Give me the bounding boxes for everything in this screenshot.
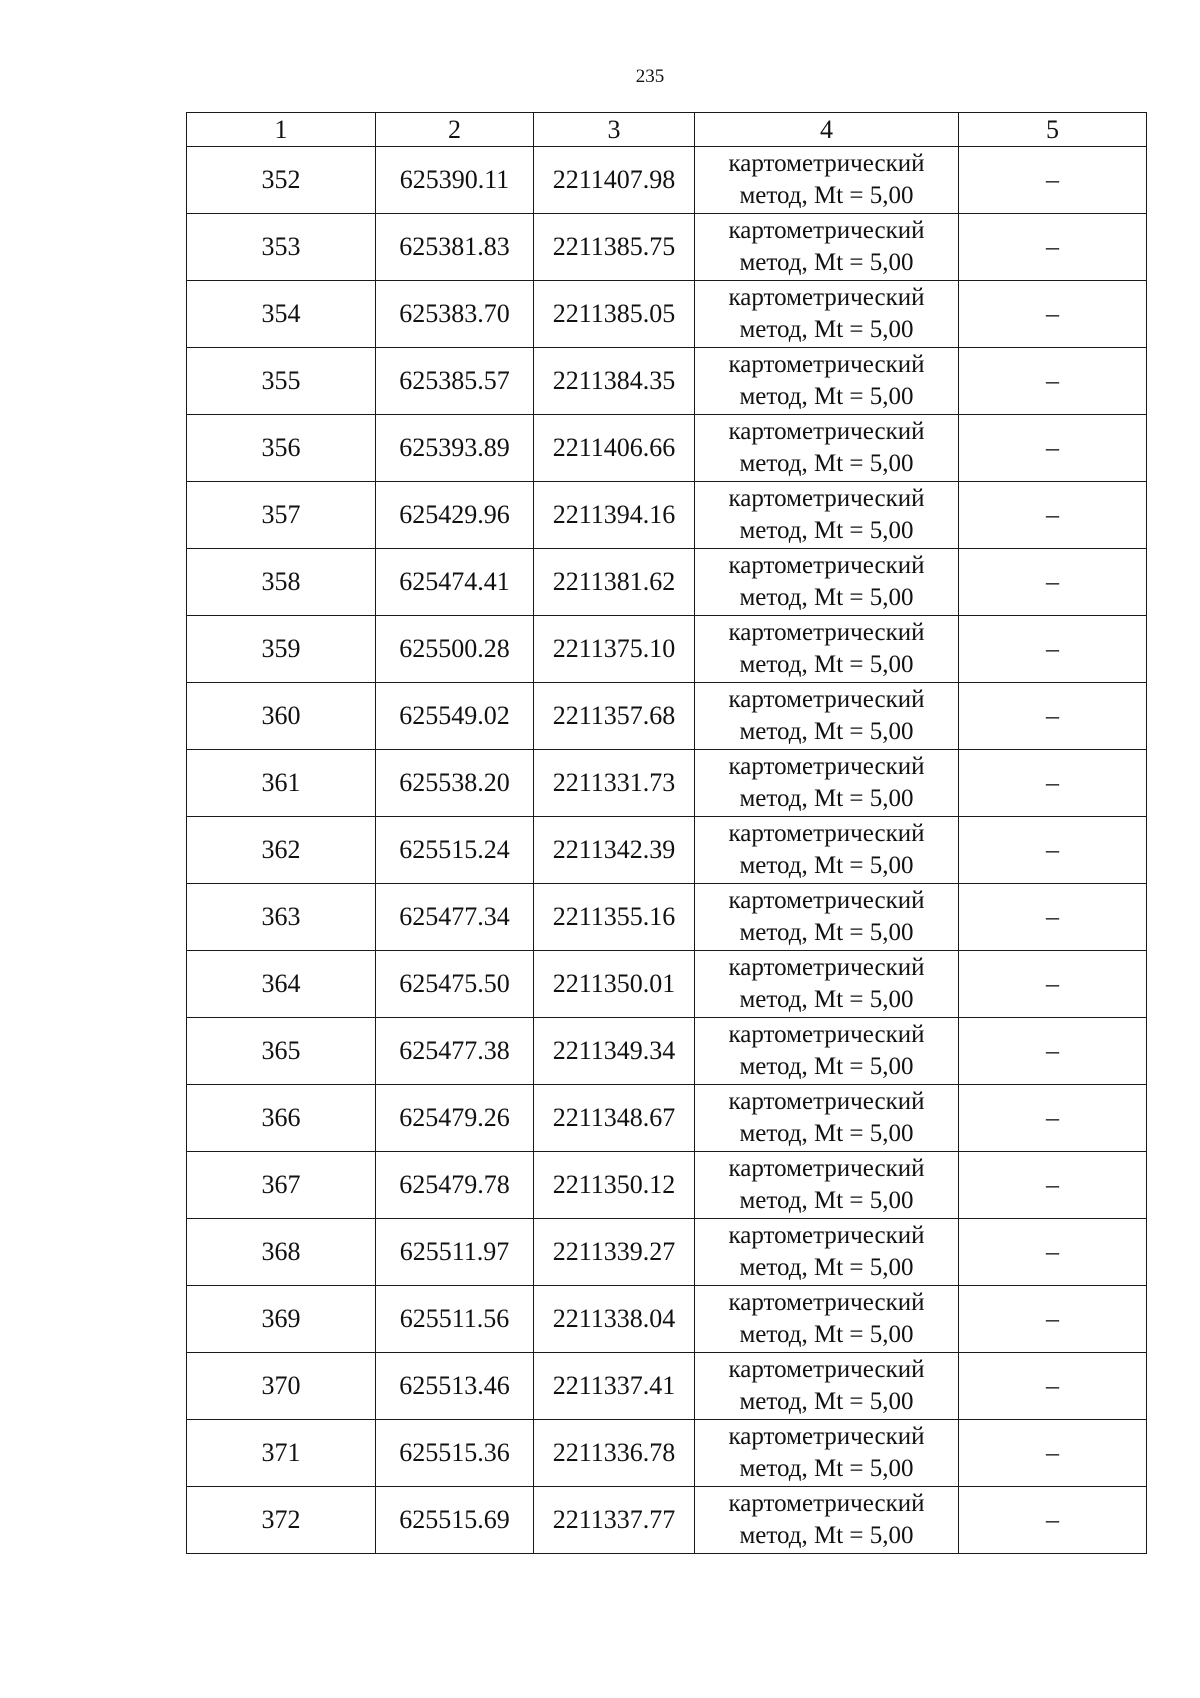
method-line-2: метод, Mt = 5,00 (739, 584, 914, 611)
method-line-2: метод, Mt = 5,00 (739, 919, 914, 946)
x-coordinate-cell: 625477.34 (376, 884, 534, 951)
x-coordinate-cell: 625477.38 (376, 1018, 534, 1085)
point-number-cell: 356 (187, 415, 376, 482)
column-header-3: 3 (534, 113, 695, 147)
point-number-cell: 354 (187, 281, 376, 348)
note-cell: – (959, 1085, 1147, 1152)
point-number-cell: 357 (187, 482, 376, 549)
note-cell: – (959, 549, 1147, 616)
point-number-cell: 355 (187, 348, 376, 415)
table-row (187, 817, 1147, 884)
method-cell (695, 884, 959, 951)
point-number-cell: 367 (187, 1152, 376, 1219)
x-coordinate-cell: 625515.69 (376, 1487, 534, 1554)
x-coordinate-cell: 625479.26 (376, 1085, 534, 1152)
y-coordinate-cell: 2211357.68 (534, 683, 695, 750)
note-cell: – (959, 951, 1147, 1018)
y-coordinate-cell: 2211337.41 (534, 1353, 695, 1420)
method-cell (695, 147, 959, 214)
method-cell (695, 214, 959, 281)
note-cell: – (959, 214, 1147, 281)
y-coordinate-cell: 2211337.77 (534, 1487, 695, 1554)
x-coordinate-cell: 625385.57 (376, 348, 534, 415)
table-row (187, 884, 1147, 951)
method-line-2: метод, Mt = 5,00 (739, 450, 914, 477)
y-coordinate-cell: 2211339.27 (534, 1219, 695, 1286)
note-cell: – (959, 884, 1147, 951)
method-line-2: метод, Mt = 5,00 (739, 1187, 914, 1214)
method-cell (695, 549, 959, 616)
method-cell (695, 951, 959, 1018)
table-row (187, 750, 1147, 817)
table-row (187, 1219, 1147, 1286)
method-line-1: картометрический (728, 552, 925, 579)
point-number-cell: 361 (187, 750, 376, 817)
point-number-cell: 371 (187, 1420, 376, 1487)
method-line-2: метод, Mt = 5,00 (739, 785, 914, 812)
y-coordinate-cell: 2211385.75 (534, 214, 695, 281)
method-cell (695, 281, 959, 348)
note-cell: – (959, 147, 1147, 214)
point-number-cell: 369 (187, 1286, 376, 1353)
method-line-1: картометрический (728, 351, 925, 378)
x-coordinate-cell: 625383.70 (376, 281, 534, 348)
point-number-cell: 359 (187, 616, 376, 683)
note-cell: – (959, 1420, 1147, 1487)
method-line-1: картометрический (728, 686, 925, 713)
method-cell (695, 683, 959, 750)
x-coordinate-cell: 625515.36 (376, 1420, 534, 1487)
table-row (187, 1487, 1147, 1554)
y-coordinate-cell: 2211394.16 (534, 482, 695, 549)
method-cell (695, 1152, 959, 1219)
method-line-1: картометрический (728, 954, 925, 981)
point-number-cell: 358 (187, 549, 376, 616)
column-header-5: 5 (959, 113, 1147, 147)
note-cell: – (959, 750, 1147, 817)
point-number-cell: 352 (187, 147, 376, 214)
table-row (187, 281, 1147, 348)
method-line-2: метод, Mt = 5,00 (739, 316, 914, 343)
method-line-1: картометрический (728, 150, 925, 177)
x-coordinate-cell: 625393.89 (376, 415, 534, 482)
note-cell: – (959, 1219, 1147, 1286)
method-line-2: метод, Mt = 5,00 (739, 1321, 914, 1348)
table-row (187, 683, 1147, 750)
method-cell (695, 1219, 959, 1286)
x-coordinate-cell: 625511.56 (376, 1286, 534, 1353)
method-line-1: картометрический (728, 1155, 925, 1182)
table-row (187, 1420, 1147, 1487)
table-row (187, 348, 1147, 415)
y-coordinate-cell: 2211342.39 (534, 817, 695, 884)
method-line-1: картометрический (728, 1423, 925, 1450)
y-coordinate-cell: 2211385.05 (534, 281, 695, 348)
x-coordinate-cell: 625475.50 (376, 951, 534, 1018)
table-row (187, 482, 1147, 549)
note-cell: – (959, 482, 1147, 549)
note-cell: – (959, 1487, 1147, 1554)
table-row (187, 1353, 1147, 1420)
method-line-1: картометрический (728, 820, 925, 847)
method-line-2: метод, Mt = 5,00 (739, 517, 914, 544)
point-number-cell: 368 (187, 1219, 376, 1286)
method-line-1: картометрический (728, 1289, 925, 1316)
method-cell (695, 1487, 959, 1554)
method-line-1: картометрический (728, 753, 925, 780)
method-line-1: картометрический (728, 619, 925, 646)
coordinates-table (186, 112, 1147, 1554)
x-coordinate-cell: 625381.83 (376, 214, 534, 281)
note-cell: – (959, 683, 1147, 750)
x-coordinate-cell: 625513.46 (376, 1353, 534, 1420)
point-number-cell: 353 (187, 214, 376, 281)
y-coordinate-cell: 2211406.66 (534, 415, 695, 482)
header-row (187, 113, 1147, 147)
table-row (187, 1018, 1147, 1085)
point-number-cell: 360 (187, 683, 376, 750)
table-row (187, 415, 1147, 482)
method-cell (695, 348, 959, 415)
y-coordinate-cell: 2211384.35 (534, 348, 695, 415)
method-line-1: картометрический (728, 284, 925, 311)
note-cell: – (959, 281, 1147, 348)
method-line-1: картометрический (728, 418, 925, 445)
method-cell (695, 482, 959, 549)
point-number-cell: 372 (187, 1487, 376, 1554)
note-cell: – (959, 817, 1147, 884)
table-body (187, 147, 1147, 1554)
method-cell (695, 1420, 959, 1487)
table-row (187, 549, 1147, 616)
method-line-1: картометрический (728, 1356, 925, 1383)
note-cell: – (959, 1018, 1147, 1085)
column-header-4: 4 (695, 113, 959, 147)
x-coordinate-cell: 625515.24 (376, 817, 534, 884)
x-coordinate-cell: 625479.78 (376, 1152, 534, 1219)
column-header-1: 1 (187, 113, 376, 147)
table-row (187, 616, 1147, 683)
point-number-cell: 362 (187, 817, 376, 884)
note-cell: – (959, 1286, 1147, 1353)
method-cell (695, 1085, 959, 1152)
y-coordinate-cell: 2211331.73 (534, 750, 695, 817)
method-line-2: метод, Mt = 5,00 (739, 383, 914, 410)
x-coordinate-cell: 625474.41 (376, 549, 534, 616)
y-coordinate-cell: 2211348.67 (534, 1085, 695, 1152)
method-cell (695, 1353, 959, 1420)
x-coordinate-cell: 625511.97 (376, 1219, 534, 1286)
x-coordinate-cell: 625549.02 (376, 683, 534, 750)
method-cell (695, 1286, 959, 1353)
method-line-1: картометрический (728, 1222, 925, 1249)
method-line-1: картометрический (728, 217, 925, 244)
table-row (187, 1085, 1147, 1152)
method-line-2: метод, Mt = 5,00 (739, 718, 914, 745)
y-coordinate-cell: 2211350.12 (534, 1152, 695, 1219)
method-line-2: метод, Mt = 5,00 (739, 1388, 914, 1415)
method-line-2: метод, Mt = 5,00 (739, 986, 914, 1013)
note-cell: – (959, 348, 1147, 415)
method-line-2: метод, Mt = 5,00 (739, 1455, 914, 1482)
table-row (187, 951, 1147, 1018)
note-cell: – (959, 415, 1147, 482)
x-coordinate-cell: 625429.96 (376, 482, 534, 549)
method-cell (695, 817, 959, 884)
method-cell (695, 616, 959, 683)
x-coordinate-cell: 625538.20 (376, 750, 534, 817)
y-coordinate-cell: 2211381.62 (534, 549, 695, 616)
x-coordinate-cell: 625390.11 (376, 147, 534, 214)
method-line-2: метод, Mt = 5,00 (739, 1120, 914, 1147)
y-coordinate-cell: 2211338.04 (534, 1286, 695, 1353)
method-line-2: метод, Mt = 5,00 (739, 249, 914, 276)
column-header-2: 2 (376, 113, 534, 147)
table-row (187, 147, 1147, 214)
method-line-2: метод, Mt = 5,00 (739, 651, 914, 678)
point-number-cell: 366 (187, 1085, 376, 1152)
method-cell (695, 750, 959, 817)
method-line-1: картометрический (728, 1088, 925, 1115)
note-cell: – (959, 1353, 1147, 1420)
point-number-cell: 370 (187, 1353, 376, 1420)
method-line-2: метод, Mt = 5,00 (739, 1522, 914, 1549)
method-line-2: метод, Mt = 5,00 (739, 852, 914, 879)
method-cell (695, 1018, 959, 1085)
x-coordinate-cell: 625500.28 (376, 616, 534, 683)
note-cell: – (959, 616, 1147, 683)
note-cell: – (959, 1152, 1147, 1219)
table-row (187, 1286, 1147, 1353)
method-line-2: метод, Mt = 5,00 (739, 182, 914, 209)
method-line-1: картометрический (728, 1490, 925, 1517)
method-line-1: картометрический (728, 485, 925, 512)
y-coordinate-cell: 2211350.01 (534, 951, 695, 1018)
method-line-1: картометрический (728, 887, 925, 914)
page-number: 235 (635, 66, 665, 87)
y-coordinate-cell: 2211349.34 (534, 1018, 695, 1085)
table-row (187, 214, 1147, 281)
point-number-cell: 364 (187, 951, 376, 1018)
y-coordinate-cell: 2211336.78 (534, 1420, 695, 1487)
point-number-cell: 363 (187, 884, 376, 951)
table-row (187, 1152, 1147, 1219)
point-number-cell: 365 (187, 1018, 376, 1085)
method-line-2: метод, Mt = 5,00 (739, 1254, 914, 1281)
method-line-1: картометрический (728, 1021, 925, 1048)
y-coordinate-cell: 2211355.16 (534, 884, 695, 951)
method-cell (695, 415, 959, 482)
table-header (187, 113, 1147, 147)
y-coordinate-cell: 2211375.10 (534, 616, 695, 683)
y-coordinate-cell: 2211407.98 (534, 147, 695, 214)
method-line-2: метод, Mt = 5,00 (739, 1053, 914, 1080)
